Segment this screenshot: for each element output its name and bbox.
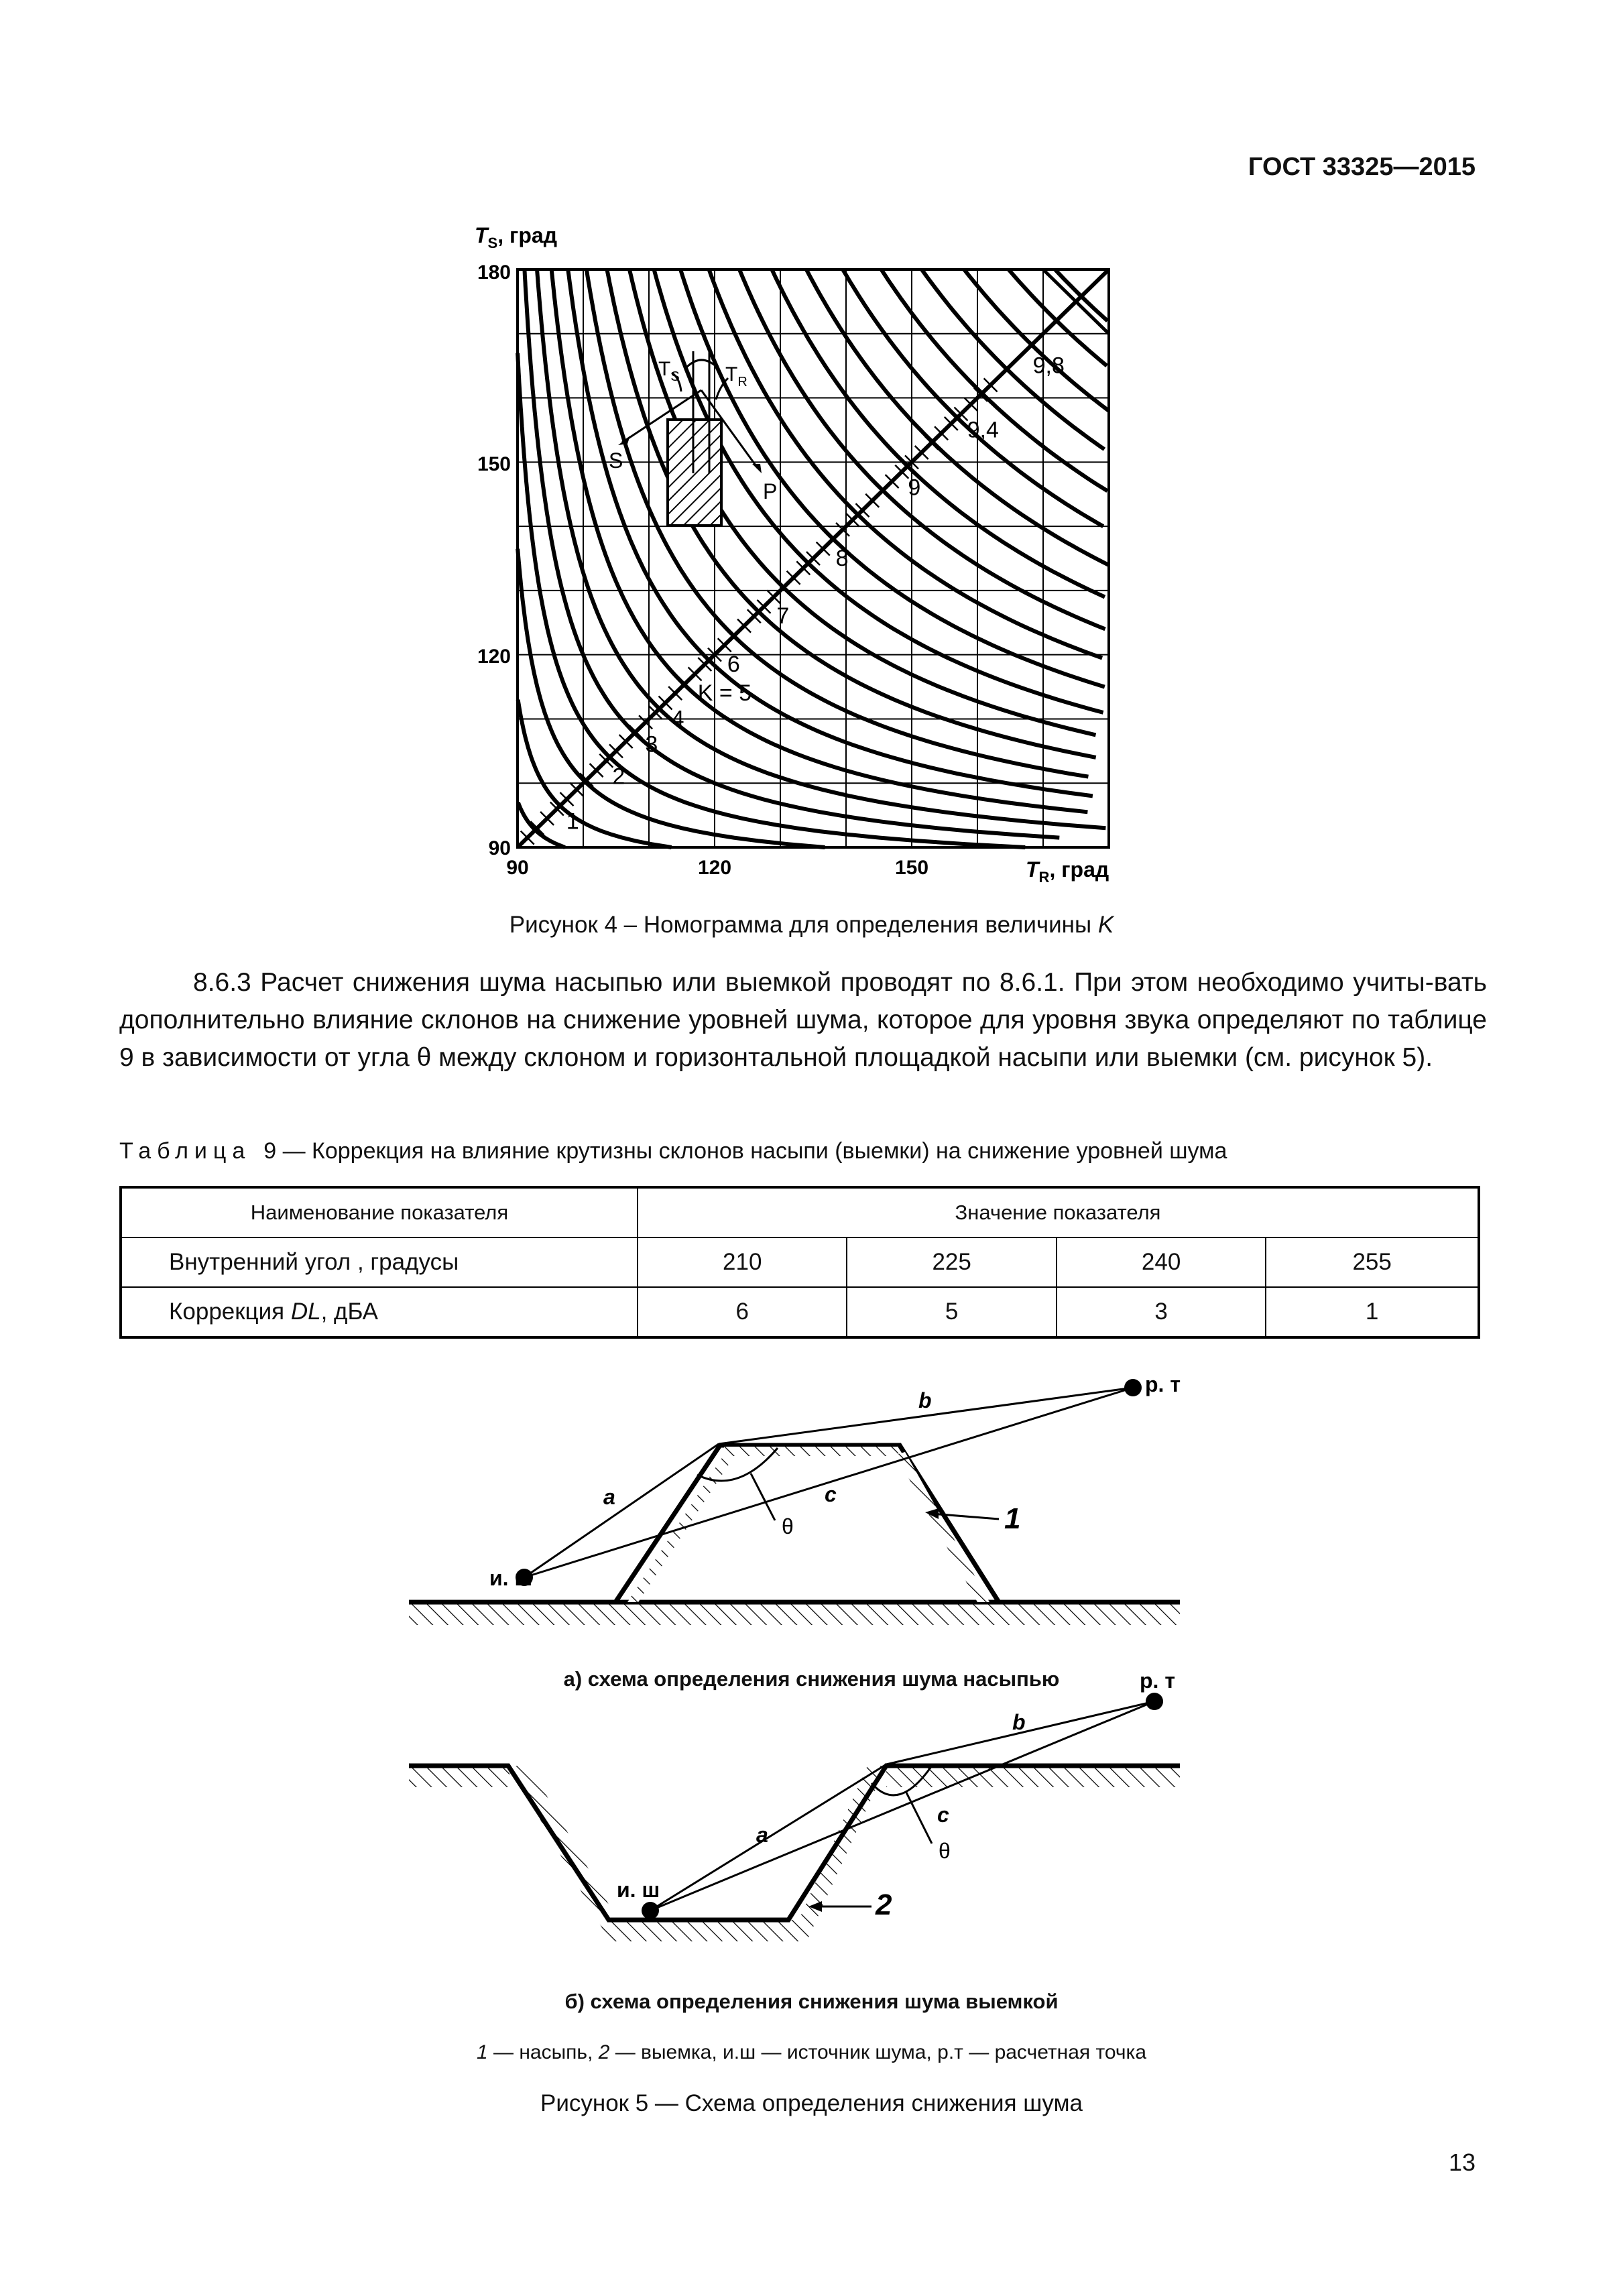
label-ts: $T_S$ bbox=[658, 358, 680, 384]
diagonal-label: 1 bbox=[566, 808, 579, 835]
cutting-number: 2 bbox=[876, 1888, 892, 1921]
diagonal-label: 9 bbox=[908, 475, 921, 501]
receiver-label: р. т bbox=[1140, 1669, 1175, 1693]
segment-a-label: a bbox=[756, 1823, 768, 1847]
receiver-point bbox=[1146, 1693, 1163, 1710]
table9-caption: Таблица 9 — Коррекция на влияние крутизны склонов насыпи (выемки) на снижение уровней шума bbox=[119, 1138, 1227, 1164]
source-label: и. ш bbox=[617, 1878, 660, 1902]
diagonal-label: 4 bbox=[671, 706, 684, 732]
cell: 210 bbox=[638, 1237, 847, 1287]
table9 bbox=[119, 1186, 1480, 1339]
y-tick-label: 120 bbox=[477, 646, 511, 668]
segment-b-label: b bbox=[918, 1388, 932, 1412]
row-label: Коррекция DL, дБА bbox=[121, 1287, 638, 1337]
label-s: S bbox=[609, 448, 623, 473]
figure5-caption: Рисунок 5 — Схема определения снижения шума bbox=[540, 2090, 1083, 2116]
theta-label: θ bbox=[782, 1514, 794, 1538]
segment-c-label: c bbox=[825, 1482, 837, 1506]
embankment-diagram bbox=[402, 1368, 1234, 1656]
source-label: и. ш bbox=[489, 1566, 533, 1590]
table-row bbox=[121, 1237, 1479, 1287]
diagonal-label: 6 bbox=[727, 651, 740, 677]
diagonal-label: 7 bbox=[776, 603, 790, 629]
cell: 5 bbox=[847, 1287, 1056, 1337]
diagonal-label: 9,8 bbox=[1032, 353, 1065, 379]
header-name: Наименование показателя bbox=[121, 1187, 638, 1237]
diagonal-label: 9,4 bbox=[967, 417, 999, 443]
standard-number: ГОСТ 33325—2015 bbox=[1248, 153, 1476, 181]
cutting-outline bbox=[409, 1766, 1180, 1920]
header-value: Значение показателя bbox=[638, 1187, 1479, 1237]
figure4-caption: Рисунок 4 – Номограмма для определения величины K bbox=[509, 912, 1114, 938]
diagonal-label: 2 bbox=[612, 764, 625, 790]
table-row bbox=[121, 1287, 1479, 1337]
source-point bbox=[642, 1902, 659, 1919]
receiver-point bbox=[1124, 1379, 1142, 1396]
cell: 1 bbox=[1266, 1287, 1479, 1337]
nomogram-chart bbox=[463, 215, 1187, 898]
label-tr: $T_R$ bbox=[725, 363, 747, 389]
y-tick-label: 90 bbox=[488, 837, 511, 859]
row-label: Внутренний угол , градусы bbox=[121, 1237, 638, 1287]
y-tick-label: 180 bbox=[477, 261, 511, 284]
cell: 3 bbox=[1057, 1287, 1266, 1337]
theta-label: θ bbox=[939, 1839, 951, 1863]
k-curve bbox=[568, 269, 1093, 796]
figure5b-caption: б) схема определения снижения шума выемкой bbox=[564, 1990, 1059, 2013]
cell: 240 bbox=[1057, 1237, 1266, 1287]
cell: 255 bbox=[1266, 1237, 1479, 1287]
x-tick-label: 120 bbox=[697, 857, 732, 879]
segment-a-label: a bbox=[603, 1485, 615, 1509]
x-tick-label: 90 bbox=[506, 857, 529, 879]
diagonal-label: K = 5 bbox=[697, 680, 752, 706]
cell: 6 bbox=[638, 1287, 847, 1337]
segment-b-label: b bbox=[1012, 1710, 1026, 1734]
inset-body bbox=[668, 420, 721, 526]
y-axis-title: $T_S$, град bbox=[475, 223, 557, 251]
y-tick-label: 150 bbox=[477, 453, 511, 475]
nomogram-curves bbox=[518, 269, 1109, 847]
diagonal-label: 8 bbox=[835, 545, 849, 571]
x-axis-title: $T_R$, град bbox=[1026, 857, 1109, 886]
embankment-number: 1 bbox=[1004, 1502, 1021, 1535]
paragraph-8-6-3: 8.6.3 Расчет снижения шума насыпью или выемкой проводят по 8.6.1. При этом необходимо учиты-вать дополнительно влияние склонов на снижение уровней шума, которое для уровня звука определяют по таблице 9 в зависимости от угла θ между склоном и горизонтальной площадкой насыпи или выемки (см. рисунок 5). bbox=[119, 968, 1487, 1072]
receiver-label: р. т bbox=[1145, 1372, 1181, 1396]
cell: 225 bbox=[847, 1237, 1056, 1287]
ground-hatch bbox=[409, 1602, 1180, 1625]
label-p: P bbox=[763, 479, 778, 503]
figure5a-caption: а) схема определения снижения шума насыпью bbox=[563, 1667, 1060, 1691]
page-number: 13 bbox=[1448, 2149, 1476, 2176]
segment-c-label: c bbox=[937, 1803, 949, 1827]
figure5-legend: 1 — насыпь, 2 — выемка, и.ш — источник шума, р.т — расчетная точка bbox=[476, 2041, 1147, 2063]
x-tick-label: 150 bbox=[894, 857, 929, 879]
diagonal-label: 3 bbox=[645, 731, 658, 758]
